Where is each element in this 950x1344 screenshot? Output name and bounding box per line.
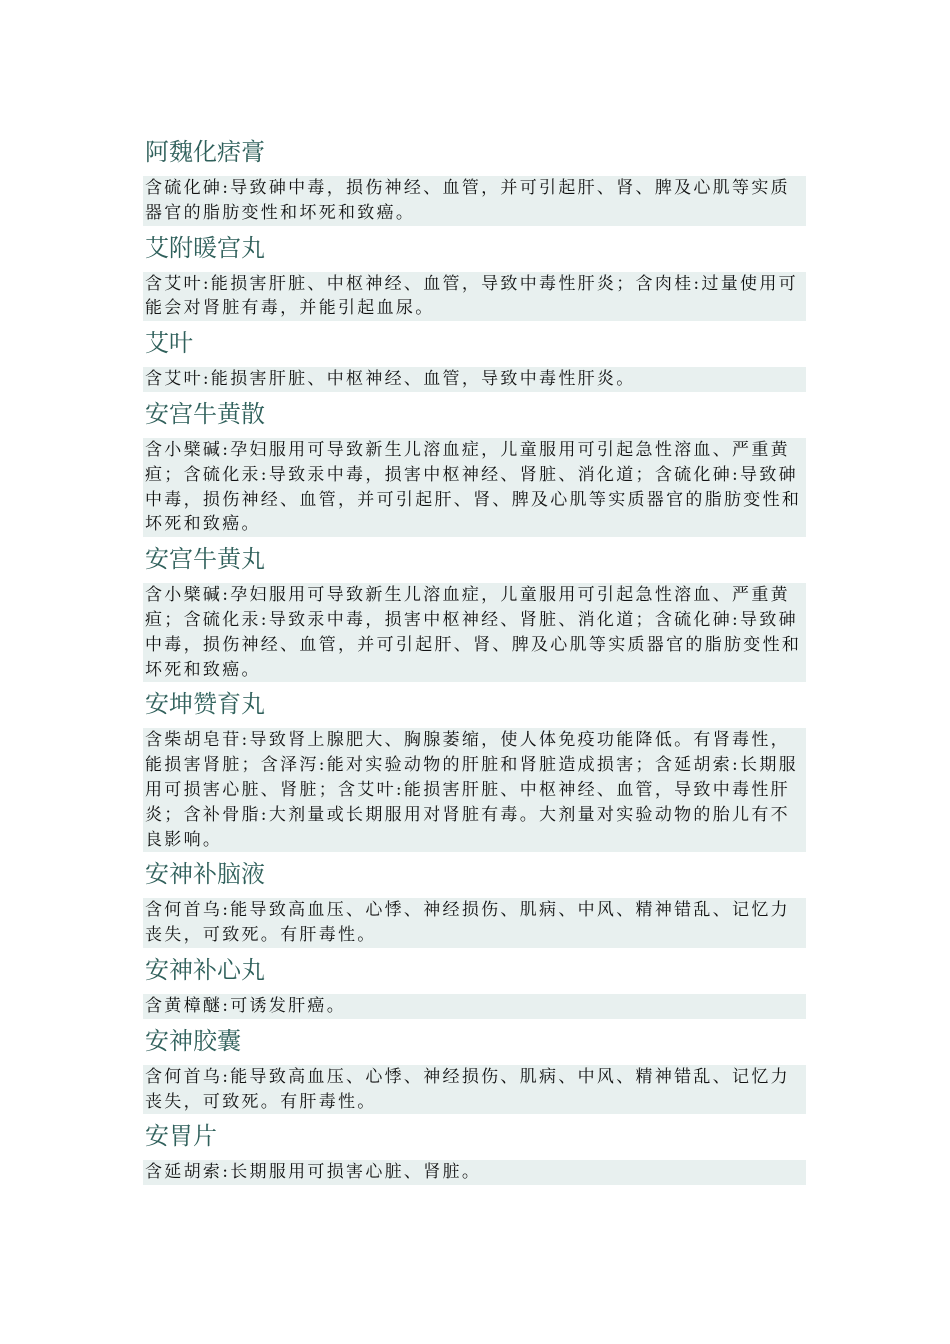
entry-angong-wan [143, 539, 806, 682]
entry-title: 安宫牛黄散 [145, 399, 265, 428]
entry-title: 安神补脑液 [145, 860, 265, 889]
entry-aifu [143, 228, 806, 322]
entry-title: 阿魏化痞膏 [145, 138, 265, 166]
entry-anwei [143, 1116, 806, 1185]
entry-body: 含硫化砷:导致砷中毒，损伤神经、血管，并可引起肝、肾、脾及心肌等实质器官的脂肪变性和坏死和致癌。 [143, 176, 806, 226]
entry-body: 含小檗碱:孕妇服用可导致新生儿溶血症，儿童服用可引起急性溶血、严重黄疸；含硫化汞:导致汞中毒，损害中枢神经、肾脏、消化道；含硫化砷:导致砷中毒，损伤神经、血管，并可引起肝、肾、脾及心肌等实质器官的脂肪变性和坏死和致癌。 [143, 583, 806, 682]
document-page [143, 132, 806, 1187]
entry-ankun [143, 684, 806, 852]
entry-title: 艾叶 [145, 329, 193, 358]
entry-body: 含何首乌:能导致高血压、心悸、神经损伤、肌病、中风、精神错乱、记忆力丧失，可致死。有肝毒性。 [143, 1065, 806, 1115]
entry-title: 安神补心丸 [145, 955, 265, 984]
entry-title: 安神胶囊 [145, 1026, 241, 1055]
entry-angong-san [143, 394, 806, 537]
entry-body: 含柴胡皂苷:导致肾上腺肥大、胸腺萎缩，使人体免疫功能降低。有肾毒性，能损害肾脏；含泽泻:能对实验动物的肝脏和肾脏造成损害；含延胡索:长期服用可损害心脏、肾脏；含艾叶:能损害肝脏、中枢神经、血管，导致中毒性肝炎；含补骨脂:大剂量或长期服用对肾脏有毒。大剂量对实验动物的胎儿有不良影响。 [143, 728, 806, 852]
entry-body: 含艾叶:能损害肝脏、中枢神经、血管，导致中毒性肝炎。 [143, 367, 806, 392]
entry-body: 含何首乌:能导致高血压、心悸、神经损伤、肌病、中风、精神错乱、记忆力丧失，可致死。有肝毒性。 [143, 898, 806, 948]
entry-body: 含艾叶:能损害肝脏、中枢神经、血管，导致中毒性肝炎；含肉桂:过量使用可能会对肾脏有毒，并能引起血尿。 [143, 272, 806, 322]
entry-title: 安宫牛黄丸 [145, 545, 265, 574]
entry-body: 含黄樟醚:可诱发肝癌。 [143, 994, 806, 1019]
entry-title: 安坤赞育丸 [145, 690, 265, 719]
entry-title: 安胃片 [145, 1122, 217, 1151]
entry-afuei [143, 132, 806, 226]
entry-aiye [143, 323, 806, 392]
entry-anshen-jiaonang [143, 1021, 806, 1115]
entry-body: 含延胡索:长期服用可损害心脏、肾脏。 [143, 1160, 806, 1185]
entry-body: 含小檗碱:孕妇服用可导致新生儿溶血症，儿童服用可引起急性溶血、严重黄疸；含硫化汞:导致汞中毒，损害中枢神经、肾脏、消化道；含硫化砷:导致砷中毒，损伤神经、血管，并可引起肝、肾、脾及心肌等实质器官的脂肪变性和坏死和致癌。 [143, 438, 806, 537]
entry-anshen-naoye [143, 854, 806, 948]
entry-title: 艾附暖宫丸 [145, 233, 265, 262]
entry-anshen-xinwan [143, 950, 806, 1019]
